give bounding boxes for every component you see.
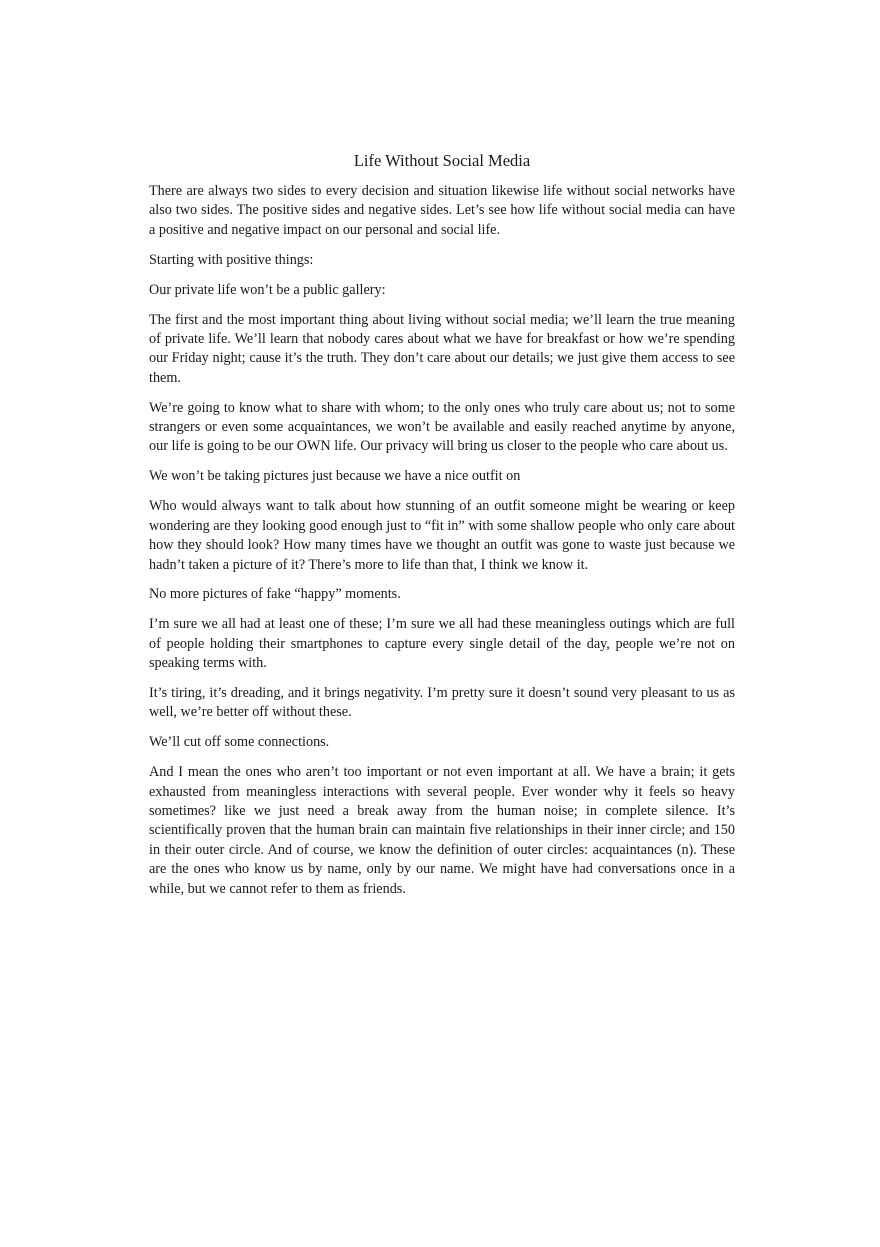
paragraph-negativity: It’s tiring, it’s dreading, and it brings negativity. I’m pretty sure it doesn’t sound very pleasant to us as well, we’re better off without these. [149,685,735,721]
paragraph-private-life: The first and the most important thing about living without social media; we’ll learn the true meaning of private life. We’ll learn that nobody cares about what we have for breakfast or how we’re spending our Friday night; cause it’s the truth. They don’t care about our details; we just give them access to see them. [149,311,735,386]
paragraph-privacy: We’re going to know what to share with whom; to the only ones who truly care about us; not to some strangers or even some acquaintances, we won’t be available and easily reached anytime by anyone, our life is going to be our OWN life. Our privacy will bring us closer to the people who care about us. [149,399,735,455]
subheading-private-life: Our private life won’t be a public gallery: [149,281,386,298]
paragraph-connections: And I mean the ones who aren’t too important or not even important at all. We have a brain; it gets exhausted from meaningless interactions with several people. Ever wonder why it feels so heavy sometimes? like we just need a break away from the human noise; in complete silence. It’s scientifically proven that the human brain can maintain five relationships in their inner circle; and 150 in their outer circle. And of course, we know the definition of outer circles: acquaintances (n). These are the ones who know us by name, only by our name. We might have had conversations once in a while, but we cannot refer to them as friends. [149,764,735,897]
paragraph-outfit: Who would always want to talk about how stunning of an outfit someone might be wearing or keep wondering are they looking good enough just to “fit in” with some shallow people who only care about how they should look? How many times have we thought an outfit was gone to waste just because we hadn’t taken a picture of it? There’s more to life than that, I think we know it. [149,498,735,573]
document-title: Life Without Social Media [353,151,531,170]
subheading-connections: We’ll cut off some connections. [149,734,330,751]
document-body [149,150,735,910]
paragraph-fake-moments: I’m sure we all had at least one of these; I’m sure we all had these meaningless outings which are full of people holding their smartphones to capture every single detail of the day, people we’re not on speaking terms with. [149,616,735,672]
subheading-fake-moments: No more pictures of fake “happy” moments. [149,586,401,603]
section-heading-positive: Starting with positive things: [149,251,314,268]
paragraph-intro: There are always two sides to every decision and situation likewise life without social networks have also two sides. The positive sides and negative sides. Let’s see how life without social media can have a positive and negative impact on our personal and social life. [149,183,735,238]
subheading-outfit: We won’t be taking pictures just because we have a nice outfit on [149,468,521,485]
